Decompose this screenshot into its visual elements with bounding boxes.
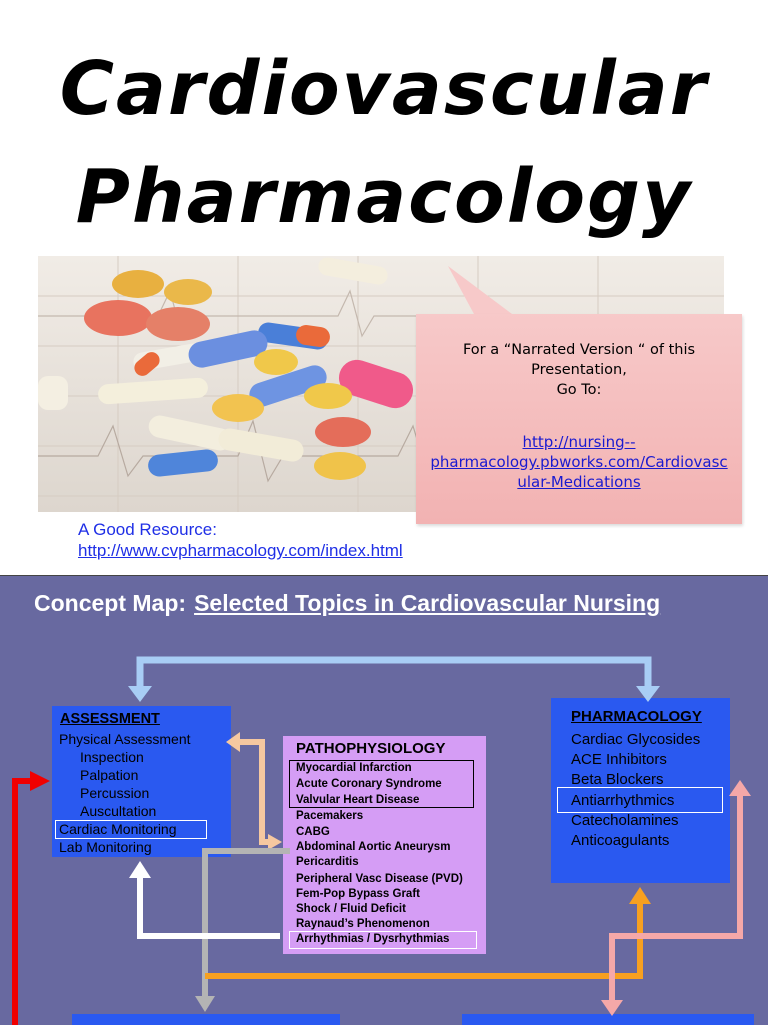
patho-item: Peripheral Vasc Disease (PVD) — [296, 873, 463, 885]
patho-item: Valvular Heart Disease — [296, 794, 420, 806]
slide-concept-map — [0, 575, 768, 1025]
pharm-item: Beta Blockers — [571, 771, 664, 788]
callout-text — [416, 340, 742, 400]
resource-label: A Good Resource: — [78, 520, 217, 539]
assessment-header: ASSESSMENT — [60, 711, 160, 727]
patho-item: CABG — [296, 826, 330, 838]
link-line-1[interactable]: http://nursing-- — [522, 433, 636, 451]
narrated-version-callout — [416, 314, 742, 524]
resource-link[interactable]: http://www.cvpharmacology.com/index.html — [78, 541, 403, 560]
patho-item: Shock / Fluid Deficit — [296, 903, 406, 915]
concept-map-title-prefix: Concept Map: — [34, 590, 187, 616]
patho-item: Abdominal Aortic Aneurysm — [296, 841, 451, 853]
concept-map-title-main: Selected Topics in Cardiovascular Nursing — [194, 590, 661, 616]
callout-line-1: For a “Narrated Version “ of this — [462, 342, 696, 358]
assessment-item: Physical Assessment — [59, 731, 191, 747]
patho-item: Arrhythmias / Dysrhythmias — [296, 933, 450, 945]
concept-map-title — [34, 590, 660, 617]
assessment-item: Palpation — [80, 767, 139, 783]
patho-item: Pericarditis — [296, 856, 359, 868]
care-planning-box — [72, 1014, 340, 1025]
assessment-item: Percussion — [80, 785, 150, 801]
nursing-interventions-box — [462, 1014, 754, 1025]
pharm-item: Catecholamines — [571, 812, 679, 829]
patho-item: Fem-Pop Bypass Graft — [296, 888, 420, 900]
link-line-2[interactable]: pharmacology.pbworks.com/Cardiovasc — [430, 453, 728, 471]
pathophysiology-header: PATHOPHYSIOLOGY — [296, 740, 446, 757]
link-line-3[interactable]: ular-Medications — [517, 473, 641, 491]
patho-item: Myocardial Infarction — [296, 762, 412, 774]
pharm-item: Antiarrhythmics — [571, 792, 675, 809]
assessment-item: Cardiac Monitoring — [59, 821, 177, 837]
title-line-1: Cardiovascular — [59, 46, 709, 132]
resource-block — [78, 519, 403, 561]
pathophysiology-box — [283, 736, 486, 954]
assessment-item: Lab Monitoring — [59, 839, 152, 855]
pharmacology-header: PHARMACOLOGY — [571, 708, 702, 725]
patho-item: Acute Coronary Syndrome — [296, 778, 442, 790]
callout-line-2: Presentation, — [531, 362, 627, 378]
pharm-item: Cardiac Glycosides — [571, 731, 701, 748]
assessment-item: Inspection — [80, 749, 144, 765]
assessment-box — [52, 706, 231, 857]
narrated-version-link[interactable] — [420, 432, 738, 492]
assessment-item: Auscultation — [80, 803, 157, 819]
cardiac-monitoring-highlight — [55, 820, 207, 839]
patho-item: Pacemakers — [296, 810, 364, 822]
pharm-item: Anticoagulants — [571, 832, 670, 849]
callout-line-3: Go To: — [556, 382, 602, 398]
pharm-item: ACE Inhibitors — [571, 751, 667, 768]
pharmacology-box — [551, 698, 730, 883]
patho-item: Raynaud’s Phenomenon — [296, 918, 430, 930]
title-line-2: Pharmacology — [75, 154, 693, 240]
